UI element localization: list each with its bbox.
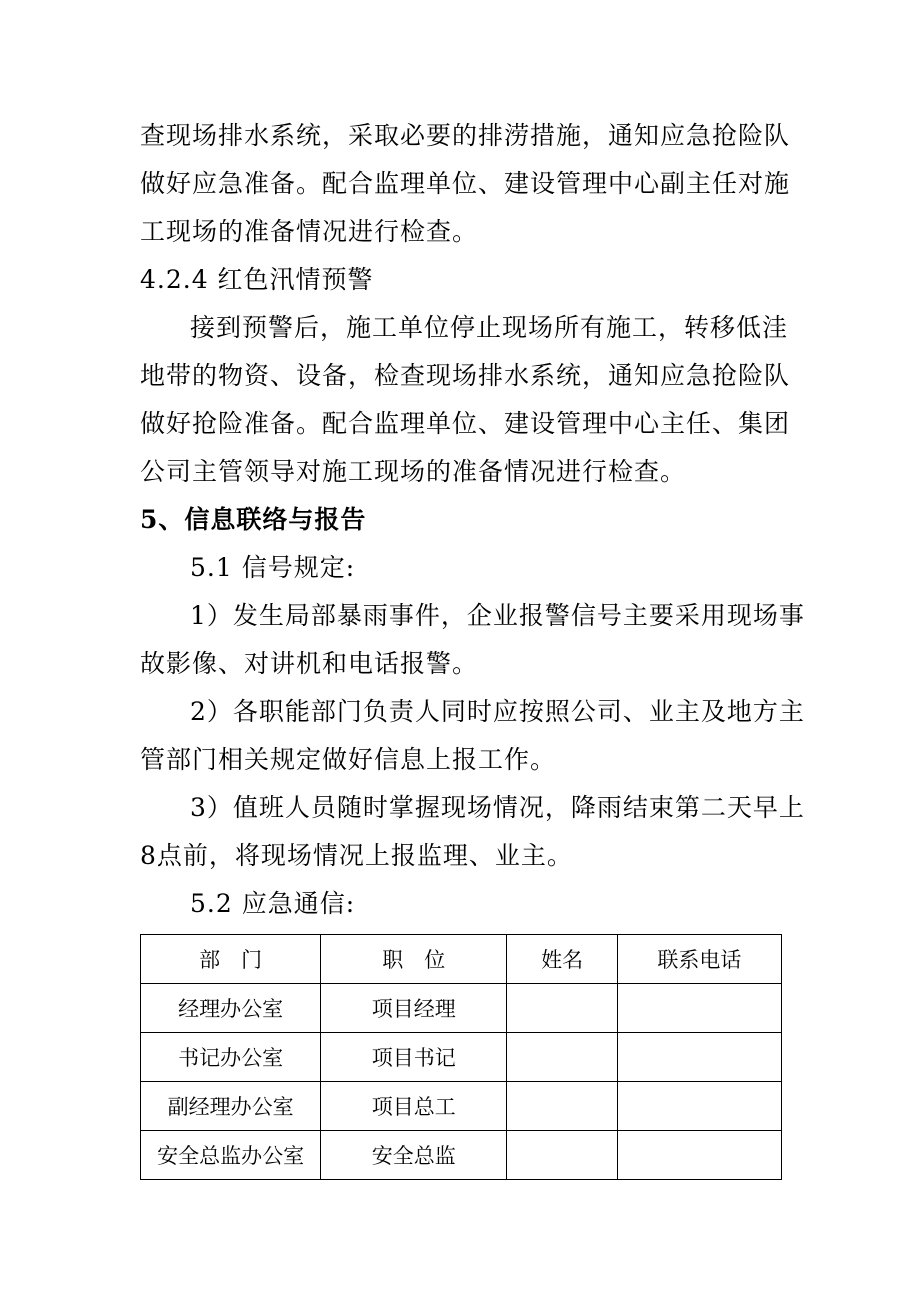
paragraph-line: 地带的物资、设备，检查现场排水系统，通知应急抢险队 bbox=[140, 361, 791, 390]
cell-phone bbox=[617, 1082, 781, 1131]
list-item-3-line: 3）值班人员随时掌握现场情况，降雨结束第二天早上 bbox=[190, 793, 805, 822]
table-row bbox=[141, 1033, 782, 1082]
cell-position: 项目经理 bbox=[321, 984, 507, 1033]
paragraph-line: 公司主管领导对施工现场的准备情况进行检查。 bbox=[140, 457, 687, 486]
section-heading-4-2-4: 4.2.4 红色汛情预警 bbox=[140, 265, 374, 294]
cell-position: 安全总监 bbox=[321, 1131, 507, 1180]
table-row bbox=[141, 1131, 782, 1180]
list-item-2-line: 管部门相关规定做好信息上报工作。 bbox=[140, 745, 557, 774]
cell-name bbox=[507, 984, 617, 1033]
list-item-1-line: 1）发生局部暴雨事件，企业报警信号主要采用现场事 bbox=[190, 601, 805, 630]
header-name: 姓名 bbox=[507, 935, 617, 984]
cell-department: 副经理办公室 bbox=[141, 1082, 321, 1131]
cell-phone bbox=[617, 984, 781, 1033]
cell-name bbox=[507, 1082, 617, 1131]
list-item-1-line: 故影像、对讲机和电话报警。 bbox=[140, 649, 479, 678]
table-row bbox=[141, 1082, 782, 1131]
table-row bbox=[141, 984, 782, 1033]
document-page bbox=[140, 112, 805, 1180]
paragraph-line: 接到预警后，施工单位停止现场所有施工，转移低洼 bbox=[190, 313, 789, 342]
section-heading-5-2: 5.2 应急通信: bbox=[190, 889, 356, 918]
header-position: 职 位 bbox=[321, 935, 507, 984]
list-item-2-line: 2）各职能部门负责人同时应按照公司、业主及地方主 bbox=[190, 697, 805, 726]
paragraph-line: 查现场排水系统，采取必要的排涝措施，通知应急抢险队 bbox=[140, 121, 791, 150]
header-department: 部 门 bbox=[141, 935, 321, 984]
cell-department: 经理办公室 bbox=[141, 984, 321, 1033]
cell-position: 项目书记 bbox=[321, 1033, 507, 1082]
section-heading-5: 5、信息联络与报告 bbox=[140, 505, 367, 534]
cell-phone bbox=[617, 1033, 781, 1082]
cell-department: 书记办公室 bbox=[141, 1033, 321, 1082]
cell-name bbox=[507, 1131, 617, 1180]
header-phone: 联系电话 bbox=[617, 935, 781, 984]
paragraph-line: 做好应急准备。配合监理单位、建设管理中心副主任对施 bbox=[140, 169, 791, 198]
paragraph-line: 做好抢险准备。配合监理单位、建设管理中心主任、集团 bbox=[140, 409, 791, 438]
section-heading-5-1: 5.1 信号规定: bbox=[190, 553, 356, 582]
cell-phone bbox=[617, 1131, 781, 1180]
cell-position: 项目总工 bbox=[321, 1082, 507, 1131]
paragraph-line: 工现场的准备情况进行检查。 bbox=[140, 217, 479, 246]
list-item-3-line: 8点前，将现场情况上报监理、业主。 bbox=[140, 841, 573, 870]
cell-name bbox=[507, 1033, 617, 1082]
table-header-row bbox=[141, 935, 782, 984]
cell-department: 安全总监办公室 bbox=[141, 1131, 321, 1180]
emergency-contact-table bbox=[140, 934, 782, 1180]
